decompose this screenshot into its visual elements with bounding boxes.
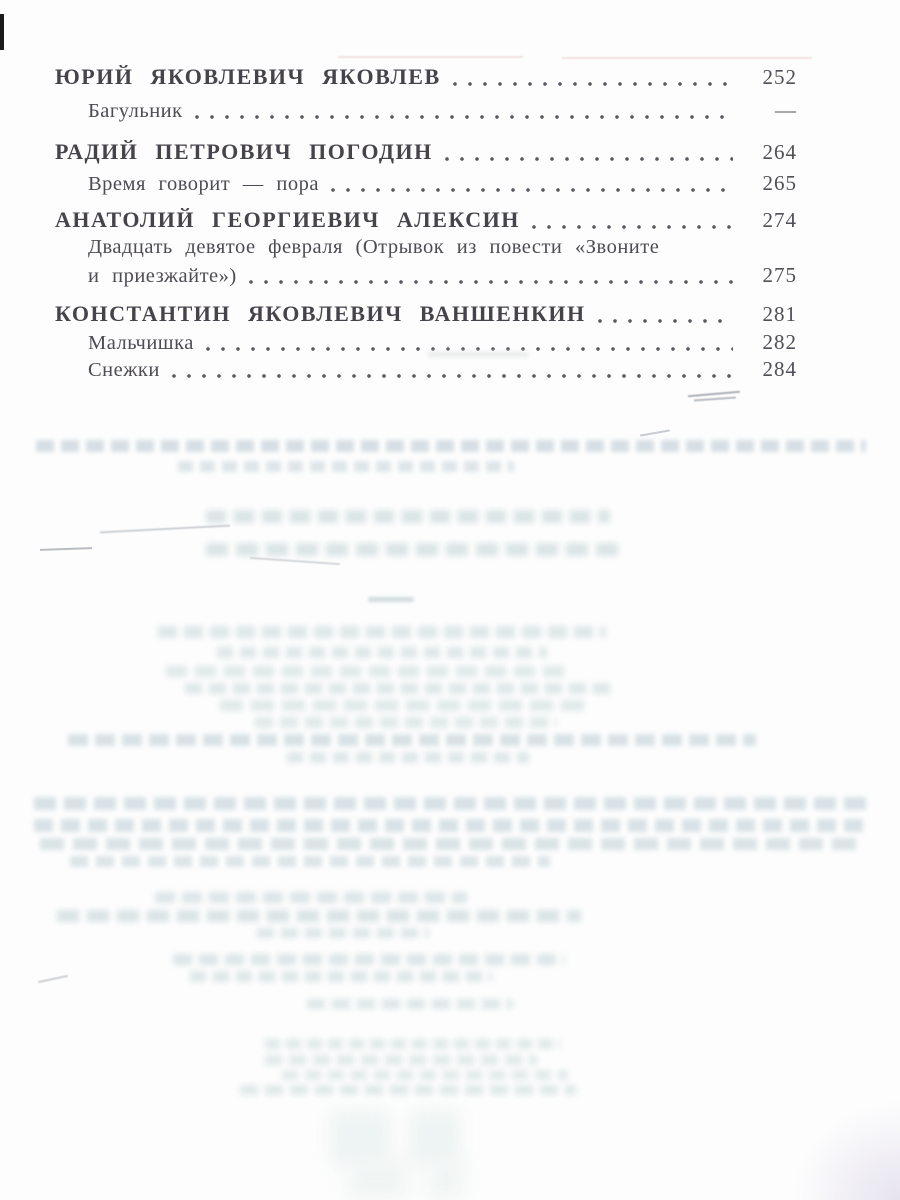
scan-artifact-mark — [694, 397, 736, 402]
bleed-through-line — [217, 647, 547, 658]
bleed-through-line — [240, 1085, 576, 1095]
bleed-through-line — [282, 1070, 568, 1080]
toc-entry-label: КОНСТАНТИН ЯКОВЛЕВИЧ ВАНШЕНКИН — [55, 301, 586, 326]
bleed-through-line — [348, 1158, 464, 1200]
bleed-through-line — [330, 1110, 460, 1165]
toc-entry-label: Мальчишка — [88, 332, 194, 354]
scan-artifact-mark — [38, 975, 68, 983]
bleed-through-line — [173, 954, 565, 965]
leader-dots — [453, 81, 733, 87]
bleed-through-line — [34, 819, 868, 832]
scan-artifact-mark — [100, 525, 230, 533]
toc-entry-label: Время говорит — пора — [88, 173, 319, 195]
leader-dots — [331, 187, 733, 193]
toc-entry-label: Багульник — [88, 100, 183, 122]
bleed-through-line — [185, 683, 615, 694]
corner-shadow — [790, 1100, 900, 1200]
toc-author-row — [55, 139, 797, 165]
bleed-through-line — [155, 892, 467, 903]
toc-entry-page: 274 — [762, 208, 797, 232]
toc-entry-page: 281 — [762, 302, 797, 326]
toc-work-row — [55, 357, 797, 382]
scan-artifact-mark — [40, 547, 92, 551]
leader-dots — [598, 318, 733, 324]
toc-entry-label: АНАТОЛИЙ ГЕОРГИЕВИЧ АЛЕКСИН — [55, 207, 520, 232]
toc-author-row — [55, 64, 797, 90]
bleed-through-line — [368, 597, 414, 602]
bleed-through-line — [265, 1039, 561, 1049]
bleed-through-line — [158, 626, 606, 638]
bleed-through-line — [70, 856, 550, 867]
scan-artifact-mark — [0, 14, 4, 50]
bleed-through-line — [220, 700, 588, 711]
toc-work-row — [55, 236, 797, 259]
bleed-through-line — [206, 510, 610, 523]
toc-entry-label: ЮРИЙ ЯКОВЛЕВИЧ ЯКОВЛЕВ — [55, 64, 441, 89]
bleed-through-line — [255, 717, 557, 728]
leader-dots — [172, 373, 733, 379]
bleed-through-line — [36, 440, 866, 452]
scan-artifact-mark — [688, 391, 740, 398]
bleed-through-line — [307, 999, 513, 1009]
toc-work-row — [55, 263, 797, 288]
leader-dots — [532, 224, 733, 230]
bleed-through-line — [34, 797, 868, 810]
bleed-through-line — [178, 461, 514, 472]
leader-dots — [195, 114, 733, 120]
scan-artifact-mark — [640, 429, 670, 436]
leader-dots — [445, 156, 733, 162]
bleed-through-line — [68, 734, 756, 746]
toc-work-row — [55, 330, 797, 355]
bleed-through-line — [287, 752, 529, 763]
toc-entry-page: 284 — [762, 357, 797, 381]
toc-entry-page: 252 — [762, 65, 797, 89]
bleed-through-line — [206, 543, 622, 556]
leader-dots — [249, 279, 733, 285]
bleed-through-line — [265, 1055, 537, 1065]
toc-entry-page: 282 — [762, 330, 797, 354]
toc-entry-label: и приезжайте») — [88, 265, 237, 287]
toc-entry-page: 265 — [762, 171, 797, 195]
toc-author-row — [55, 207, 797, 233]
toc-work-row — [55, 98, 797, 123]
bleed-through-line — [190, 971, 492, 982]
toc-work-row — [55, 171, 797, 196]
toc-entry-label: РАДИЙ ПЕТРОВИЧ ПОГОДИН — [55, 139, 433, 164]
scan-artifact-mark — [338, 56, 523, 58]
scan-artifact-mark — [250, 557, 340, 565]
toc-entry-page: — — [775, 98, 797, 122]
toc-author-row — [55, 301, 797, 327]
bleed-through-line — [257, 928, 429, 938]
toc-entry-label: Двадцать девятое февраля (Отрывок из повести «Звоните — [88, 236, 660, 258]
leader-dots — [206, 346, 733, 352]
toc-entry-label: Снежки — [88, 359, 160, 381]
bleed-through-line — [166, 666, 566, 677]
bleed-through-line — [57, 910, 581, 922]
toc-entry-page: 275 — [762, 263, 797, 287]
scan-artifact-mark — [562, 57, 812, 59]
bleed-through-line — [40, 838, 860, 850]
toc-entry-page: 264 — [762, 140, 797, 164]
